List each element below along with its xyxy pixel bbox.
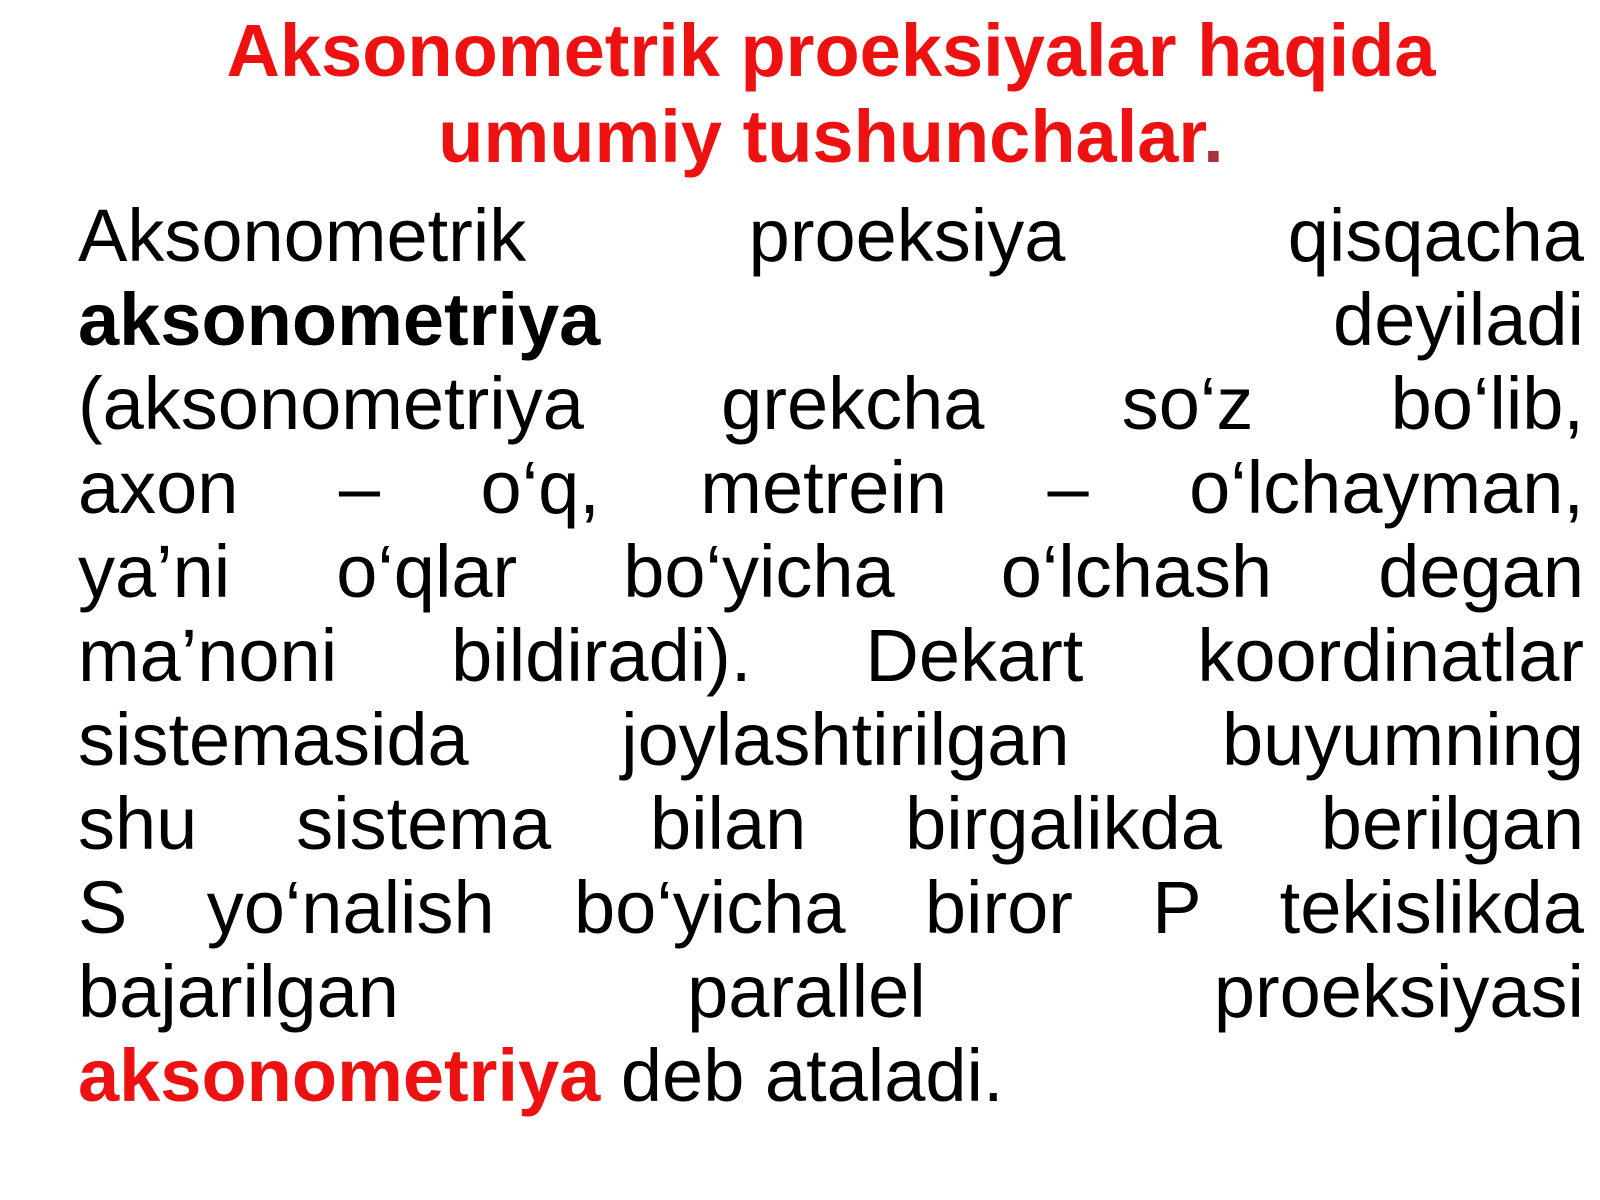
slide-title: [78, 0, 1584, 180]
body-line-2: [78, 278, 1584, 362]
body-line-1: Aksonometrik proeksiya qisqacha: [78, 194, 1584, 277]
body-line-6: ma’noni bildiradi). Dekart koordinatlar: [78, 614, 1584, 697]
title-line-2-text: umumiy tushunchalar: [438, 95, 1204, 178]
body-line-4: axon – o‘q, metrein – o‘lchayman,: [78, 446, 1584, 529]
body-line-9: S yo‘nalish bo‘yicha biror P tekislikda: [78, 866, 1584, 949]
body-line-11-text: deb ataladi.: [620, 1034, 1004, 1117]
term-red: aksonometriya: [78, 1034, 601, 1117]
body-line-7: sistemasida joylashtirilgan buyumning: [78, 698, 1584, 781]
title-line-2: [78, 94, 1584, 180]
title-line-1: Aksonometrik proeksiyalar haqida: [226, 9, 1436, 92]
body-paragraph: [78, 194, 1584, 1118]
body-line-8: shu sistema bilan birgalikda berilgan: [78, 782, 1584, 865]
body-line-11: [78, 1034, 1584, 1118]
body-line-2-text: deyiladi: [1333, 278, 1584, 361]
title-end-mark: .: [1203, 95, 1224, 178]
body-line-5: ya’ni o‘qlar bo‘yicha o‘lchash degan: [78, 530, 1584, 613]
body-line-3: (aksonometriya grekcha so‘z bo‘lib,: [78, 362, 1584, 445]
body-line-10: bajarilgan parallel proeksiyasi: [78, 950, 1584, 1033]
term-bold: aksonometriya: [78, 278, 601, 361]
